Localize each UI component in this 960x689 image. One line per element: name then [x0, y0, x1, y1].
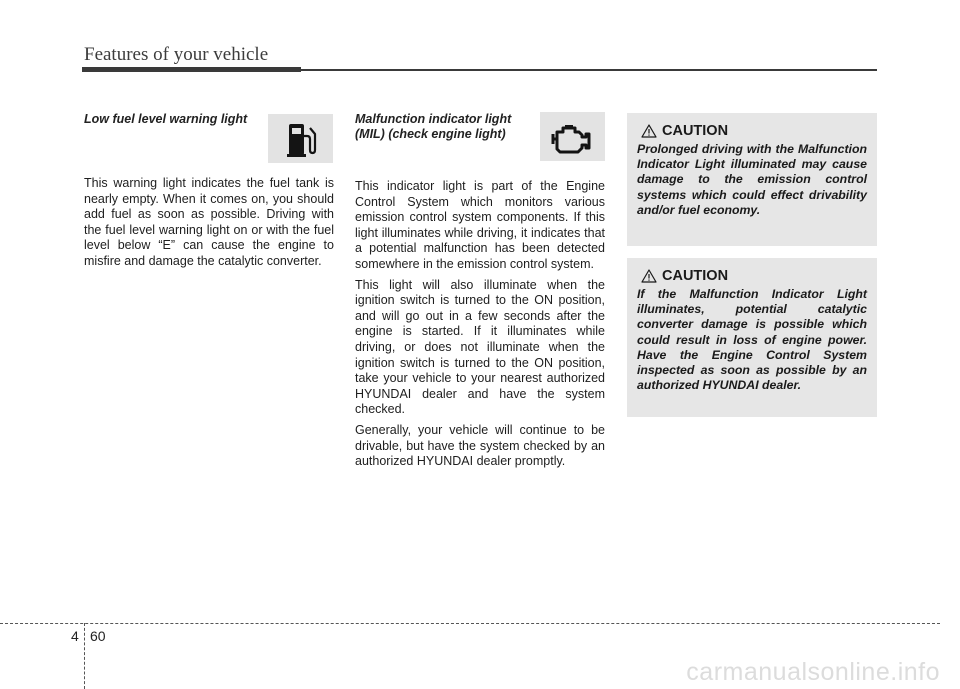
caution-label: CAUTION — [662, 268, 729, 284]
watermark: carmanualsonline.info — [686, 658, 940, 686]
page-header-title: Features of your vehicle — [84, 44, 269, 65]
fuel-warning-body — [84, 176, 334, 275]
section-title: Low fuel level warning light — [84, 112, 248, 126]
caution-heading — [641, 268, 867, 284]
fuel-pump-icon — [268, 114, 333, 163]
paragraph: This indicator light is part of the Engine Control System which monitors various emission control system components. If this light illuminates while driving, it indicates that a potential malfunction has been detected somewhere in the emission control system. — [355, 179, 605, 271]
caution-box — [627, 113, 877, 246]
mil-body — [355, 179, 605, 475]
paragraph: This warning light indicates the fuel tank is nearly empty. When it comes on, you should add fuel as soon as possible. Driving with the fuel level warning light on or with the fuel level below “E” can cause the engine to misfire and damage the catalytic converter. — [84, 176, 334, 268]
caution-label: CAUTION — [662, 123, 729, 139]
footer-divider — [84, 623, 85, 689]
page-number: 60 — [90, 628, 106, 644]
footer-rule — [0, 623, 940, 624]
warning-triangle-icon — [641, 124, 657, 138]
paragraph: This light will also illuminate when the ignition switch is turned to the ON position, and will go out in a few seconds after the engine is started. If it illuminates while driving, or does not illuminate when the ignition switch is turned to the ON position, take your vehicle to your nearest authorized HYUNDAI dealer and have the system checked. — [355, 277, 605, 417]
section-title: Malfunction indicator light (MIL) (check engine light) — [355, 112, 512, 141]
check-engine-icon — [540, 112, 605, 161]
header-rule-thin — [301, 69, 877, 71]
caution-text: Prolonged driving with the Malfunction Indicator Light illuminated may cause damage to the emission control systems which could effect drivability and/or fuel economy. — [637, 142, 867, 217]
caution-heading — [641, 123, 867, 139]
warning-triangle-icon — [641, 269, 657, 283]
caution-text: If the Malfunction Indicator Light illuminates, potential catalytic converter damage is possible which could result in loss of engine power. Have the Engine Control System inspected as soon as possible by an authorized HYUNDAI dealer. — [637, 287, 867, 393]
paragraph: Generally, your vehicle will continue to be drivable, but have the system checked by an authorized HYUNDAI dealer promptly. — [355, 422, 605, 469]
header-rule-thick — [82, 67, 301, 72]
caution-box — [627, 258, 877, 417]
chapter-number: 4 — [71, 628, 79, 644]
